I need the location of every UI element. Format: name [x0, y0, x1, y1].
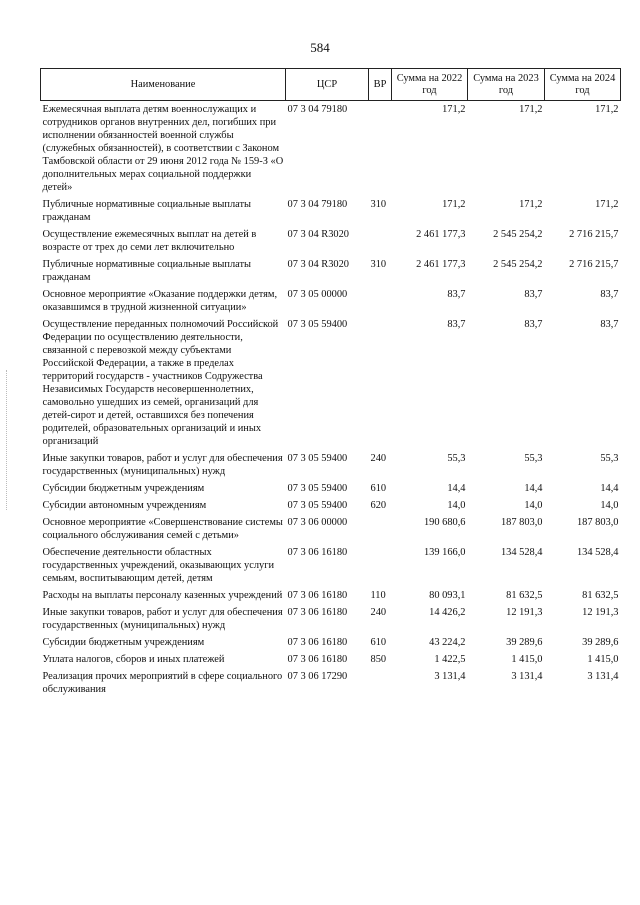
header-2023: Сумма на 2023 год [468, 69, 545, 101]
cell-vr [369, 514, 392, 544]
table-row [41, 544, 621, 587]
cell-vr [369, 101, 392, 197]
cell-vr: 240 [370, 453, 387, 464]
cell-vr: 610 [370, 483, 387, 494]
cell-name: Публичные нормативные социальные выплаты гражданам [42, 259, 252, 283]
budget-table [40, 68, 621, 698]
cell-name: Расходы на выплаты персоналу казенных учреждений [42, 590, 283, 601]
table-row [41, 196, 621, 226]
cell-name: Публичные нормативные социальные выплаты гражданам [42, 199, 252, 223]
cell-2023: 1 415,0 [511, 654, 543, 665]
cell-vr: 310 [370, 259, 387, 270]
cell-vr [369, 286, 392, 316]
cell-name: Субсидии автономным учреждениям [42, 500, 207, 511]
cell-2023: 83,7 [524, 319, 543, 330]
cell-2023: 12 191,3 [506, 607, 543, 618]
table-row [41, 514, 621, 544]
cell-2024: 14,4 [600, 483, 619, 494]
cell-csr: 07 3 05 59400 [287, 500, 348, 511]
cell-csr: 07 3 06 16180 [287, 547, 348, 558]
cell-name: Уплата налогов, сборов и иных платежей [42, 654, 225, 665]
cell-name: Основное мероприятие «Совершенствование системы социального обслуживания семей с детьми» [42, 517, 283, 541]
cell-2023: 171,2 [519, 104, 543, 115]
cell-csr: 07 3 06 16180 [287, 654, 348, 665]
table-row [41, 634, 621, 651]
cell-name: Иные закупки товаров, работ и услуг для обеспечения государственных (муниципальных) нужд [42, 607, 283, 631]
cell-csr: 07 3 05 59400 [287, 453, 348, 464]
cell-2022: 14 426,2 [429, 607, 466, 618]
table-row [41, 101, 621, 197]
page-number: 584 [310, 40, 330, 55]
cell-2024: 1 415,0 [587, 654, 619, 665]
cell-vr [369, 316, 392, 450]
cell-2024: 2 716 215,7 [569, 259, 619, 270]
table-row [41, 286, 621, 316]
table-header-row [41, 69, 621, 101]
cell-2022: 190 680,6 [423, 517, 466, 528]
header-vr: ВР [369, 69, 392, 101]
cell-2022: 14,4 [447, 483, 466, 494]
cell-name: Ежемесячная выплата детям военнослужащих и сотрудников органов внутренних дел, погибших при исполнении обязанностей военной службы (служебных обязанностей), в соответствии с Законом Тамбовской области от 29 июня 2012 года № 159-З «О дополнительных мерах социальной поддержки детей» [42, 104, 284, 193]
cell-2024: 3 131,4 [587, 671, 619, 682]
cell-2022: 2 461 177,3 [416, 259, 466, 270]
header-2024: Сумма на 2024 год [545, 69, 621, 101]
cell-name: Обеспечение деятельности областных государственных учреждений, оказывающих услуги семьям, воспитывающим детей, детям [42, 547, 275, 584]
cell-vr: 620 [370, 500, 387, 511]
cell-vr [369, 668, 392, 698]
cell-2022: 3 131,4 [434, 671, 466, 682]
header-2022: Сумма на 2022 год [392, 69, 468, 101]
cell-2022: 139 166,0 [423, 547, 466, 558]
cell-2023: 39 289,6 [506, 637, 543, 648]
cell-csr: 07 3 06 16180 [287, 590, 348, 601]
table-row [41, 316, 621, 450]
cell-2024: 83,7 [600, 319, 619, 330]
cell-csr: 07 3 04 79180 [287, 199, 348, 210]
table-row [41, 668, 621, 698]
cell-csr: 07 3 06 00000 [287, 517, 348, 528]
cell-csr: 07 3 05 59400 [287, 483, 348, 494]
cell-2023: 134 528,4 [500, 547, 543, 558]
table-row [41, 604, 621, 634]
cell-2022: 1 422,5 [434, 654, 466, 665]
cell-2024: 171,2 [595, 104, 619, 115]
cell-vr [369, 544, 392, 587]
table-row [41, 651, 621, 668]
cell-2023: 187 803,0 [500, 517, 543, 528]
cell-2024: 81 632,5 [582, 590, 619, 601]
table-row [41, 480, 621, 497]
cell-csr: 07 3 06 16180 [287, 637, 348, 648]
cell-vr [369, 226, 392, 256]
cell-vr: 310 [370, 199, 387, 210]
cell-2022: 171,2 [442, 104, 466, 115]
table-body [41, 101, 621, 699]
cell-2023: 14,0 [524, 500, 543, 511]
cell-2022: 55,3 [447, 453, 466, 464]
cell-csr: 07 3 04 R3020 [287, 259, 349, 270]
header-name: Наименование [41, 69, 286, 101]
cell-2022: 83,7 [447, 289, 466, 300]
cell-2023: 83,7 [524, 289, 543, 300]
table-row [41, 256, 621, 286]
cell-2024: 2 716 215,7 [569, 229, 619, 240]
margin-scan-marks [6, 370, 9, 510]
cell-csr: 07 3 04 R3020 [287, 229, 349, 240]
cell-2023: 2 545 254,2 [493, 259, 543, 270]
cell-2023: 171,2 [519, 199, 543, 210]
cell-name: Осуществление ежемесячных выплат на детей в возрасте от трех до семи лет включительно [42, 229, 257, 253]
cell-2024: 187 803,0 [576, 517, 619, 528]
cell-csr: 07 3 06 17290 [287, 671, 348, 682]
table-row [41, 497, 621, 514]
cell-csr: 07 3 05 00000 [287, 289, 348, 300]
cell-2022: 171,2 [442, 199, 466, 210]
cell-csr: 07 3 04 79180 [287, 104, 348, 115]
cell-2023: 14,4 [524, 483, 543, 494]
cell-2024: 39 289,6 [582, 637, 619, 648]
cell-2022: 43 224,2 [429, 637, 466, 648]
cell-csr: 07 3 05 59400 [287, 319, 348, 330]
cell-name: Основное мероприятие «Оказание поддержки детям, оказавшимся в трудной жизненной ситуации» [42, 289, 278, 313]
cell-2024: 12 191,3 [582, 607, 619, 618]
cell-vr: 850 [370, 654, 387, 665]
cell-name: Субсидии бюджетным учреждениям [42, 483, 205, 494]
cell-2023: 81 632,5 [506, 590, 543, 601]
cell-2022: 83,7 [447, 319, 466, 330]
cell-vr: 110 [370, 590, 386, 601]
cell-csr: 07 3 06 16180 [287, 607, 348, 618]
table-row [41, 226, 621, 256]
cell-name: Субсидии бюджетным учреждениям [42, 637, 205, 648]
cell-name: Осуществление переданных полномочий Российской Федерации по осуществлению деятельности, связанной с перевозкой между субъектами Российской Федерации, а также в пределах территорий государств - участников Содружества Независимых Государств несовершеннолетних, самовольно ушедших из семей, организаций для детей-сирот и детей, оставшихся без попечения родителей, образовательных организаций и иных организаций [42, 319, 279, 447]
table-row [41, 450, 621, 480]
table-row [41, 587, 621, 604]
cell-2022: 14,0 [447, 500, 466, 511]
cell-2023: 3 131,4 [511, 671, 543, 682]
cell-2024: 55,3 [600, 453, 619, 464]
cell-name: Иные закупки товаров, работ и услуг для обеспечения государственных (муниципальных) нужд [42, 453, 283, 477]
cell-vr: 240 [370, 607, 387, 618]
cell-2024: 14,0 [600, 500, 619, 511]
cell-2023: 2 545 254,2 [493, 229, 543, 240]
cell-2022: 2 461 177,3 [416, 229, 466, 240]
cell-2022: 80 093,1 [429, 590, 466, 601]
cell-2023: 55,3 [524, 453, 543, 464]
cell-2024: 171,2 [595, 199, 619, 210]
cell-name: Реализация прочих мероприятий в сфере социального обслуживания [42, 671, 283, 695]
cell-vr: 610 [370, 637, 387, 648]
header-csr: ЦСР [286, 69, 369, 101]
cell-2024: 83,7 [600, 289, 619, 300]
cell-2024: 134 528,4 [576, 547, 619, 558]
